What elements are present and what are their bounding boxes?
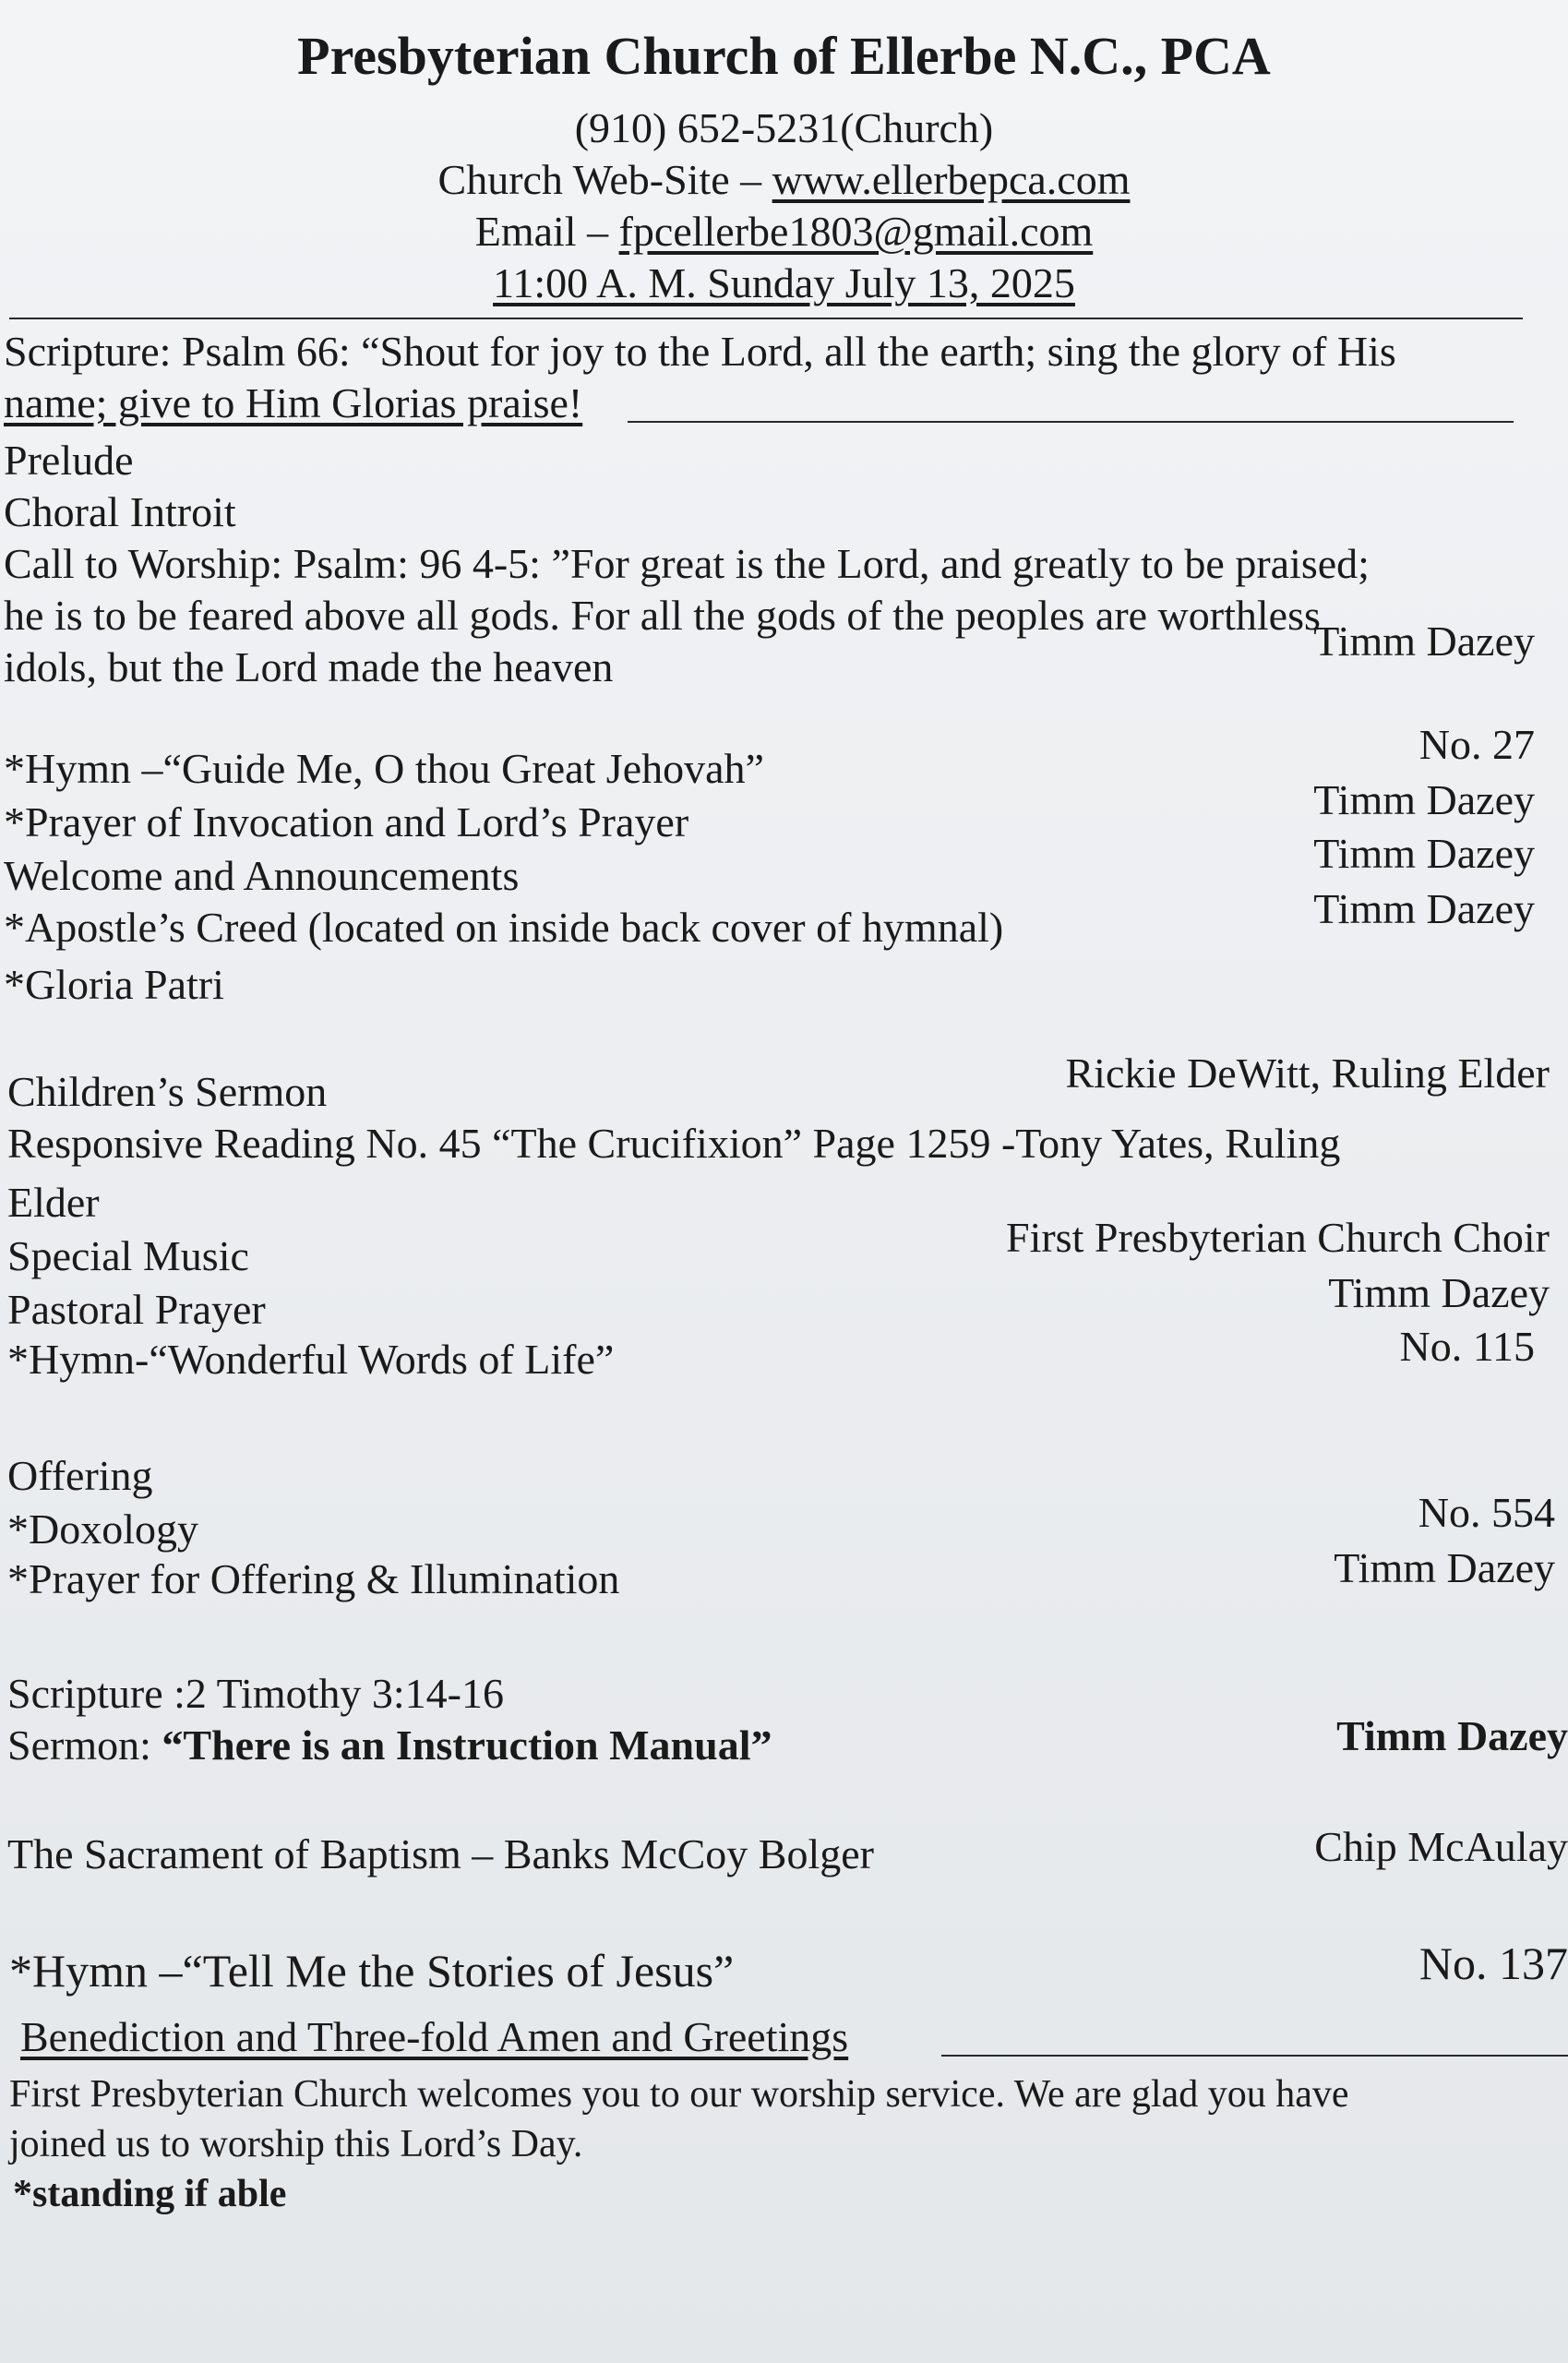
pastoral-prayer: Pastoral Prayer bbox=[7, 1286, 266, 1333]
benediction-divider bbox=[941, 2055, 1568, 2057]
email-label: Email – bbox=[474, 208, 619, 255]
email-link[interactable]: fpcellerbe1803@gmail.com bbox=[618, 208, 1094, 255]
prayer-of-invocation: *Prayer of Invocation and Lord’s Prayer bbox=[4, 798, 689, 846]
call-to-worship-line-2: he is to be feared above all gods. For all the gods of the peoples are worthless bbox=[4, 592, 1321, 639]
responsive-reading-line-1: Responsive Reading No. 45 “The Crucifixion” Page 1259 -Tony Yates, Ruling bbox=[7, 1120, 1341, 1167]
childrens-sermon-leader: Rickie DeWitt, Ruling Elder bbox=[1065, 1050, 1550, 1097]
creed-leader: Timm Dazey bbox=[1313, 885, 1535, 932]
welcome-leader: Timm Dazey bbox=[1313, 830, 1535, 877]
scripture-reading: Scripture :2 Timothy 3:14-16 bbox=[7, 1670, 504, 1717]
special-music-performer: First Presbyterian Church Choir bbox=[1006, 1214, 1550, 1261]
church-title: Presbyterian Church of Ellerbe N.C., PCA bbox=[297, 26, 1271, 86]
apostles-creed: *Apostle’s Creed (located on inside back cover of hymnal) bbox=[4, 904, 1004, 951]
website-line bbox=[0, 155, 1568, 205]
hymn-1-number: No. 27 bbox=[1418, 721, 1535, 768]
offering-prayer-leader: Timm Dazey bbox=[1334, 1544, 1555, 1591]
service-time: 11:00 A. M. Sunday July 13, 2025 bbox=[493, 259, 1075, 306]
prelude: Prelude bbox=[4, 437, 134, 484]
scripture-intro-line-2: name; give to Him Glorias praise! bbox=[4, 379, 583, 426]
standing-note: *standing if able bbox=[13, 2173, 287, 2215]
invocation-leader: Timm Dazey bbox=[1313, 776, 1535, 823]
doxology-number: No. 554 bbox=[1418, 1489, 1555, 1536]
website-link[interactable]: www.ellerbepca.com bbox=[772, 156, 1131, 203]
call-to-worship-line-1: Call to Worship: Psalm: 96 4-5: ”For great is the Lord, and greatly to be praised; bbox=[4, 540, 1370, 587]
hymn-2-number: No. 115 bbox=[1399, 1323, 1535, 1370]
special-music: Special Music bbox=[7, 1232, 249, 1279]
sermon-label: Sermon: bbox=[7, 1721, 162, 1769]
hymn-2: *Hymn-“Wonderful Words of Life” bbox=[7, 1336, 615, 1383]
offering: Offering bbox=[7, 1452, 153, 1499]
responsive-reading-line-2: Elder bbox=[7, 1179, 100, 1226]
website-label: Church Web-Site – bbox=[437, 156, 772, 203]
scripture-divider bbox=[628, 421, 1514, 423]
welcome-message-line-1: First Presbyterian Church welcomes you to our worship service. We are glad you have bbox=[9, 2073, 1349, 2116]
sermon-preacher: Timm Dazey bbox=[1336, 1712, 1568, 1759]
childrens-sermon: Children’s Sermon bbox=[7, 1068, 328, 1115]
sermon-line bbox=[7, 1721, 772, 1770]
offering-prayer: *Prayer for Offering & Illumination bbox=[7, 1555, 620, 1602]
pastoral-prayer-leader: Timm Dazey bbox=[1328, 1269, 1550, 1316]
choral-introit: Choral Introit bbox=[4, 488, 236, 535]
scripture-intro-line-1: Scripture: Psalm 66: “Shout for joy to the Lord, all the earth; sing the glory of His bbox=[4, 328, 1396, 375]
email-line bbox=[0, 207, 1568, 257]
benediction: Benediction and Three-fold Amen and Greetings bbox=[20, 2013, 849, 2060]
doxology: *Doxology bbox=[7, 1505, 198, 1553]
call-to-worship-leader: Timm Dazey bbox=[1313, 618, 1535, 665]
call-to-worship-line-3: idols, but the Lord made the heaven bbox=[4, 643, 614, 690]
hymn-1: *Hymn –“Guide Me, O thou Great Jehovah” bbox=[4, 745, 764, 792]
church-phone: (910) 652-5231(Church) bbox=[574, 104, 994, 151]
welcome-announcements: Welcome and Announcements bbox=[4, 852, 520, 899]
baptism-officiant: Chip McAulay bbox=[1314, 1823, 1568, 1870]
hymn-3: *Hymn –“Tell Me the Stories of Jesus” bbox=[9, 1945, 735, 1997]
sacrament-of-baptism: The Sacrament of Baptism – Banks McCoy Bolger bbox=[7, 1830, 875, 1877]
welcome-message-line-2: joined us to worship this Lord’s Day. bbox=[9, 2123, 583, 2165]
header-divider bbox=[9, 318, 1523, 319]
hymn-3-number: No. 137 bbox=[1418, 1937, 1568, 1989]
sermon-title: “There is an Instruction Manual” bbox=[162, 1721, 772, 1769]
gloria-patri: *Gloria Patri bbox=[4, 961, 224, 1008]
